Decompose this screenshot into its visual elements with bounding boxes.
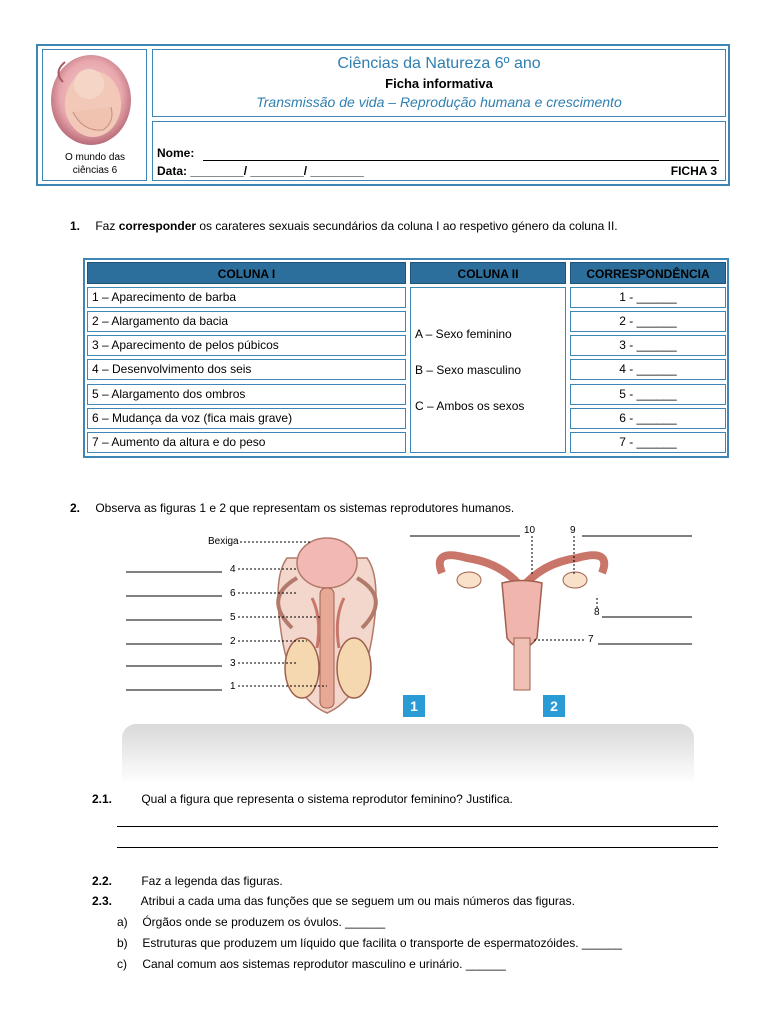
answer-line[interactable] (117, 847, 718, 848)
label-7: 7 (588, 634, 594, 645)
answer-cell[interactable]: 4 - ______ (570, 359, 726, 380)
question-2-1-text: Qual a figura que representa o sistema reprodutor feminino? Justifica. (141, 792, 513, 806)
table-cell-col1: 4 – Desenvolvimento dos seis (87, 359, 406, 380)
page-title: Ciências da Natureza 6º ano (337, 55, 541, 72)
question-2-1 (92, 792, 513, 806)
item-text: Estruturas que produzem um líquido que facilita o transporte de espermatozóides. ______ (142, 936, 622, 950)
page-topic: Transmissão de vida – Reprodução humana e crescimento (256, 94, 622, 110)
fetus-illustration (43, 52, 146, 152)
item-text: Órgãos onde se produzem os óvulos. ______ (142, 915, 386, 929)
option-c: C – Ambos os sexos (415, 399, 525, 413)
question-1 (70, 219, 618, 233)
list-item (117, 957, 506, 971)
label-3: 3 (230, 658, 236, 669)
answer-cell[interactable]: 3 - ______ (570, 335, 726, 356)
option-b: B – Sexo masculino (415, 363, 522, 377)
question-2-text: Observa as figuras 1 e 2 que representam os sistemas reprodutores humanos. (95, 501, 515, 515)
label-bexiga: Bexiga (208, 536, 239, 547)
question-1-pre: Faz (95, 219, 119, 233)
sheet-label: FICHA 3 (670, 164, 717, 178)
label-8: 8 (594, 607, 600, 618)
table-cell-col1: 6 – Mudança da voz (fica mais grave) (87, 408, 406, 429)
list-item (117, 915, 385, 929)
answer-cell[interactable]: 1 - ______ (570, 287, 726, 308)
figure-1-badge: 1 (403, 695, 425, 717)
answer-cell[interactable]: 2 - ______ (570, 311, 726, 332)
figure-2-badge: 2 (543, 695, 565, 717)
item-letter: b) (117, 936, 128, 950)
name-label: Nome: (157, 146, 195, 160)
answer-cell[interactable]: 5 - ______ (570, 384, 726, 405)
item-text: Canal comum aos sistemas reprodutor masculino e urinário. ______ (142, 957, 506, 971)
answer-line[interactable] (117, 826, 718, 827)
question-2 (70, 501, 514, 515)
label-5: 5 (230, 612, 236, 623)
table-cell-col1: 5 – Alargamento dos ombros (87, 384, 406, 405)
question-1-post: os carateres sexuais secundários da coluna I ao respetivo género da coluna II. (196, 219, 618, 233)
title-box (152, 49, 726, 117)
question-number: 2.1. (92, 792, 113, 806)
item-letter: a) (117, 915, 128, 929)
question-2-2 (92, 874, 283, 888)
question-number: 2. (70, 501, 81, 515)
question-2-2-text: Faz a legenda das figuras. (141, 874, 283, 888)
logo-caption (48, 151, 142, 177)
table-header-col3: CORRESPONDÊNCIA (570, 262, 726, 284)
male-system-drawing (278, 538, 376, 713)
question-1-bold: corresponder (118, 219, 197, 233)
table-cell-col1: 2 – Alargamento da bacia (87, 311, 406, 332)
option-a: A – Sexo feminino (415, 327, 512, 341)
question-number: 2.2. (92, 874, 113, 888)
label-4: 4 (230, 564, 236, 575)
figure-reflection (122, 724, 694, 784)
label-10: 10 (524, 525, 536, 536)
logo-caption-line-2: ciências 6 (72, 165, 118, 176)
list-item (117, 936, 622, 950)
answer-cell[interactable]: 6 - ______ (570, 408, 726, 429)
question-2-3-text: Atribui a cada uma das funções que se seguem um ou mais números das figuras. (140, 894, 575, 908)
info-box (152, 121, 726, 181)
label-6: 6 (230, 588, 236, 599)
label-2: 2 (230, 636, 236, 647)
table-cell-col2 (410, 287, 566, 453)
logo-caption-line-1: O mundo das (64, 152, 126, 163)
question-number: 2.3. (92, 894, 113, 908)
date-label: Data: ________/ ________/ ________ (157, 164, 364, 178)
label-1: 1 (230, 681, 236, 692)
label-9: 9 (570, 525, 576, 536)
item-letter: c) (117, 957, 127, 971)
page-subtitle: Ficha informativa (385, 76, 493, 91)
name-field[interactable] (203, 160, 719, 161)
answer-cell[interactable]: 7 - ______ (570, 432, 726, 453)
table-header-col1: COLUNA I (87, 262, 406, 284)
question-2-3 (92, 894, 575, 908)
table-cell-col1: 1 – Aparecimento de barba (87, 287, 406, 308)
question-number: 1. (70, 219, 81, 233)
female-system-drawing (440, 555, 604, 690)
table-header-col2: COLUNA II (410, 262, 566, 284)
table-cell-col1: 7 – Aumento da altura e do peso (87, 432, 406, 453)
table-cell-col1: 3 – Aparecimento de pelos púbicos (87, 335, 406, 356)
